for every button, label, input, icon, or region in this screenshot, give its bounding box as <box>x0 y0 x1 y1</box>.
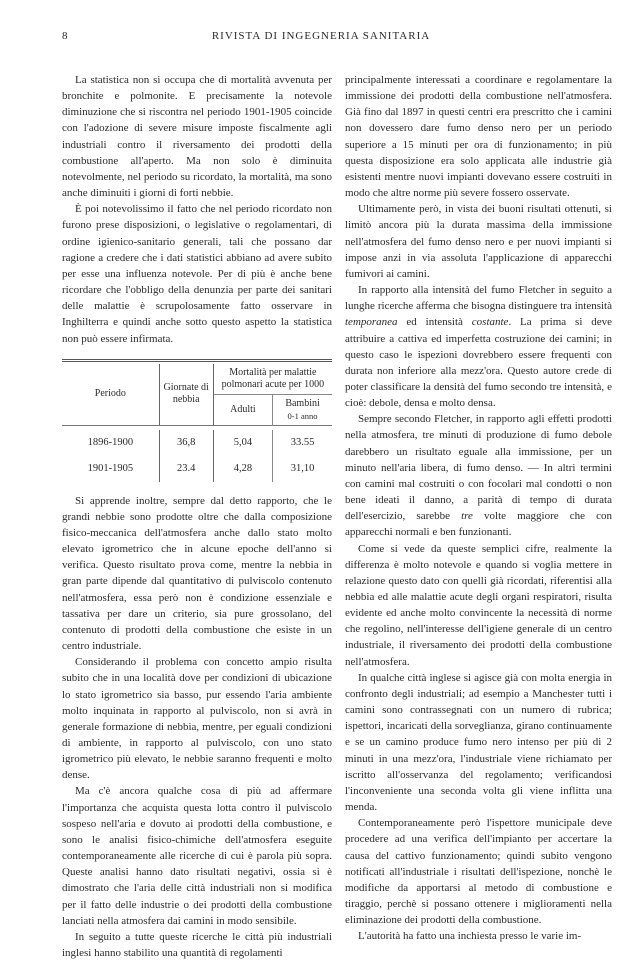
italic-term-temporanea: temporanea <box>345 316 398 329</box>
paragraph: In qualche città inglese si agisce già con molta energia in confronto degli industriali; ad esempio a Manchester tutti i camini sono contrassegnati con un numero di rubrica; ispettori, incaricati della sorveglianza, girano continuamente e se un camino produce fumo nero intenso per più di 2 minuti in una mezz'ora, l'industriale viene richiamato per iscritto all'osservanza del regolamento; verificandosi l'inconveniente una seconda volta gli viene inflitta una menda. <box>345 671 612 814</box>
cell-adulti: 4,28 <box>213 456 272 482</box>
table-row <box>62 430 332 456</box>
cell-giornate: 36,8 <box>159 430 213 456</box>
cell-periodo: 1896-1900 <box>62 430 159 456</box>
paragraph: È poi notevolissimo il fatto che nel periodo ricordato non furono prese disposizioni, o legislative o regolamentari, di ordine igienico-sanitario generali, tali che possano dar ragione a credere che i dati statistici abbiano ad avere subito per esse una influenza notevole. Per di più è anche bene ricordare che l'obbligo della denunzia per parte dei sanitari delle malattie è scrupolosamente fatto osservare in Inghilterra e quindi anche sotto questo aspetto la statistica non può essere infirmata. <box>62 203 332 345</box>
paragraph: Come si vede da queste semplici cifre, realmente la differenza è molto notevole e quando si voglia mettere in relazione questo dato con quelli già ricordati, riferentisi alla nebbia ed alle malattie acute degli organi respiratori, risulta evidente ed anche molto convincente la necessità di norme che regolino, nell'interesse dell'igiene generale di un centro industriale, il riversamento dei prodotti della combustione nell'atmosfera. <box>345 542 612 668</box>
text-run: Sempre secondo Fletcher, in rapporto agli effetti prodotti nella atmosfera, tre minuti di produzione di fumo debole darebbero un risultato eguale alla immissione, per un minuto nell'aria libera, di fumo denso. — In altri termini con camini mal costruiti o con focolari mal condotti o non bene ideati il danno, a parità di tempo di durata dell'esercizio, sarebbe <box>345 413 612 523</box>
italic-term-tre: tre <box>461 510 473 523</box>
text-run: . La prima si deve attribuire a cattiva ed imperfetta costruzione dei camini; in questo caso le ispezioni dovrebbero essere frequenti con durata non inferiore alla mezz'ora. Questo autore crede di poter classificare la densità del fumo secondo tre intensità, e cioè: debole, densa e molto densa. <box>345 316 612 410</box>
paragraph: In seguito a tutte queste ricerche le città più industriali inglesi hanno stabilito una quantità di regolamenti <box>62 930 332 960</box>
header-adulti: Adulti <box>213 394 272 425</box>
running-head: RIVISTA DI INGEGNERIA SANITARIA <box>211 30 431 42</box>
cell-periodo: 1901-1905 <box>62 456 159 482</box>
table-row <box>62 456 332 482</box>
paragraph: La statistica non si occupa che di mortalità avvenuta per bronchite e polmonite. E precisamente la notevole diminuzione che si riscontra nel periodo 1901-1905 coincide con l'adozione di severe misure imposte fiscalmente agli industriali contro il riversamento dei prodotti della combustione all'aperto. Ma non solo è diminuita notevolmente, nel periodo su ricordato, la mortalità, ma sono anche diminuiti i giorni di forti nebbie. <box>62 74 332 200</box>
left-column <box>62 72 332 961</box>
text-run: In rapporto alla intensità del fumo Fletcher in seguito a lunghe ricerche afferma che bisogna distinguere tra intensità <box>345 284 612 313</box>
paragraph: principalmente interessati a coordinare e regolamentare la immissione dei prodotti della combustione nell'atmosfera. Già fino dal 1897 in questi centri era prescritto che i camini non dovessero dare fumo denso nero per un periodo superiore a 15 minuti per ora di funzionamento; in più questa disposizione era solo applicata alle industrie già esistenti mentre nuovi impianti dovevano essere costruiti in modo che altre norme più severe fossero osservate. <box>345 74 612 200</box>
paragraph: L'autorità ha fatto una inchiesta presso le varie im- <box>358 930 582 943</box>
paragraph <box>345 411 612 540</box>
paragraph: Ultimamente però, in vista dei buoni risultati ottenuti, si limitò ancora più la durata massima della immissione nell'atmosfera del fumo denso nero e per nuovi impianti si impose anzi in via assoluta l'applicazione di apparecchi fumivori ai camini. <box>345 203 612 280</box>
text-run: ed intensità <box>397 316 472 329</box>
header-giornate: Giornate di nebbia <box>159 364 213 426</box>
cell-giornate: 23.4 <box>159 456 213 482</box>
italic-term-costante: costante <box>471 316 509 329</box>
paragraph: Contemporaneamente però l'ispettore municipale deve procedere ad una verifica dell'impianto per accertare la causa del cattivo funzionamento; quindi subito vengono notificati all'industriale i risultati dell'ispezione, nonchè le modifiche da apportarsi al metodo di combustione e tiraggio, perchè si possano ottenere i miglioramenti nella eliminazione dei prodotti della combustione. <box>345 817 612 927</box>
paragraph: Ma c'è ancora qualche cosa di più ad affermare l'importanza che acquista questa lotta contro il pulviscolo sospeso nell'aria e dovuto ai prodotti della combustione, e sono le analisi fisico-chimiche dell'atmosfera eseguite contemporaneamente alle ricerche di cui è parola più sopra. Queste analisi hanno dato risultati negativi, ossia si è dimostrato che l'aria delle città industriali non si modifica per il fatto delle industrie o dei prodotti della combustione lanciati nella atmosfera dai camini in modo sensibile. <box>62 785 332 927</box>
text-run: volte maggiore che con apparecchi normali e ben funzionanti. <box>345 510 612 539</box>
paragraph: Considerando il problema con concetto ampio risulta subito che in una località dove per condizioni di ubicazione lo stato igrometrico sia basso, pur essendo l'aria ambiente molto inquinata in rapporto al pulviscolo, non si avrà in generale formazione di nebbia, mentre, per eguali condizioni di ambiente, in rapporto al pulviscolo, con uno stato igrometrico più elevato, le nebbie saranno frequenti e molto dense. <box>62 656 332 782</box>
page-number: 8 <box>62 30 68 42</box>
header-periodo: Periodo <box>62 364 159 426</box>
header-bambini <box>273 394 332 425</box>
paragraph <box>345 282 612 411</box>
cell-bambini: 33.55 <box>290 436 315 448</box>
header-bambini-sub: 0-1 anno <box>287 410 318 421</box>
right-column <box>345 72 612 944</box>
mortality-table <box>62 359 332 482</box>
cell-adulti: 5,04 <box>213 430 272 456</box>
header-bambini-label: Bambini <box>285 397 320 409</box>
header-mortalita: Mortalità per malattie polmonari acute per 1000 <box>213 364 332 395</box>
paragraph: Si apprende inoltre, sempre dal detto rapporto, che le grandi nebbie sono prodotte oltre che dalla composizione fisico-meccanica dell'atmosfera anche dallo stato molto elevato igrometrico che in alcune epoche dell'anno si verifica. Questo risultato prova come, mentre la nebbia in gran parte dipende dal quantitativo di pulviscolo contenuto nell'atmosfera, essa però non è condizione essenziale e tassativa per dare un criterio, sia pure grossolano, del contenuto di prodotti della combustione che esiste in un centro industriale. <box>62 494 332 653</box>
cell-bambini: 31,10 <box>290 462 315 474</box>
